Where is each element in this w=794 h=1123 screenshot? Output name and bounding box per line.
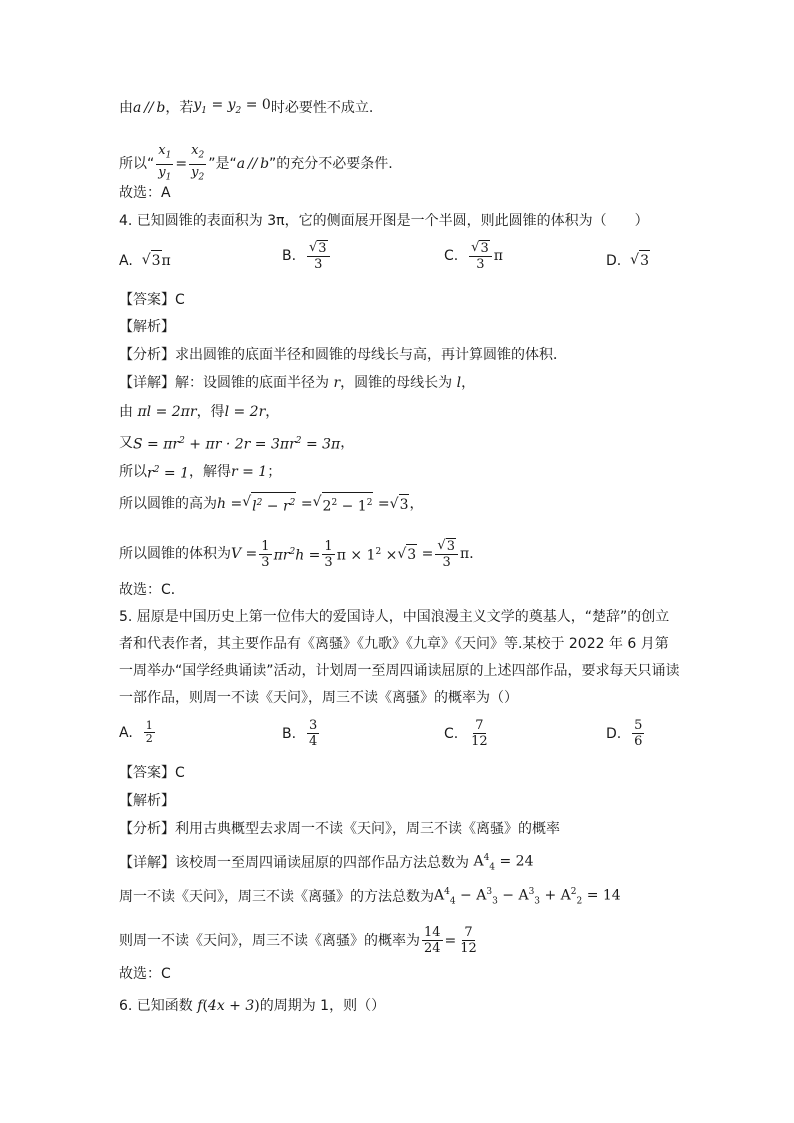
detail-5-step2: 则周一不读《天问》，周三不读《离骚》的概率为 $\frac{14}{24}$ = $\frac{7}{12}$ [119,925,477,956]
analysis-4-summary: 【分析】求出圆锥的底面半径和圆锥的母线长与高，再计算圆锥的体积． [119,347,567,363]
detail-4-step4: 所以圆锥的高为 h = √ $l^2 - r^2$ = √ $2^2 - 1^2$ = √ 3 ， [119,494,424,515]
question-4-stem: 4. 已知圆锥的表面积为 3π，它的侧面展开图是一个半圆，则此圆锥的体积为（ ） [119,213,649,229]
detail-4-step2: 又 $S = \pi r^2 + \pi r \cdot 2r = 3\pi r^2 = 3\pi$ ， [119,434,355,453]
choice-5: 故选：C [119,966,171,982]
option-b: B. √ 3 3 [282,240,332,272]
choice-4: 故选：C． [119,582,185,598]
detail-4-intro: 【详解】解：设圆锥的底面半径为 r ，圆锥的母线长为 l ， [119,375,476,391]
question-5-line4: 一部作品，则周一不读《天问》，周三不读《离骚》的概率为（） [119,690,518,706]
question-5-line3: 一周举办“国学经典诵读”活动，计划周一至周四诵读屈原的上述四部作品，要求每天只诵读 [119,663,680,679]
question-6-stem: 6. 已知函数 f ( 4x + 3 ) 的周期为 1，则（） [119,998,386,1014]
analysis-5-heading: 【解析】 [119,793,175,809]
line-conclusion: 所以“ $\frac{x_1}{y_1}$ = $\frac{x_2}{y_2}$ ”是“ a // b ”的充分不必要条件. [119,143,393,185]
detail-4-step1: 由 πl = 2πr ，得 l = 2r ， [119,404,280,420]
option-c: C. $\frac{7}{12}$ [444,718,488,749]
math-fraction: $\frac{x_1}{y_1}$ [158,143,172,183]
question-5-line2: 者和代表作者，其主要作品有《离骚》《九歌》《九章》《天问》等.某校于 2022 年 6 月第 [119,636,669,652]
question-5-options [119,718,659,750]
analysis-4-heading: 【解析】 [119,319,175,335]
detail-4-step5: 所以圆锥的体积为 V = $\frac{1}{3}$ $\pi r^2h$ = $\frac{1}{3}$ $\pi \times 1^2$ × √ 3 = √ 3 3 π ． [119,538,484,570]
detail-5-intro: 【详解】该校周一至周四诵读屈原的四部作品方法总数为 $A^4_4 = 24$ [119,853,534,873]
line-necessity: 由 a // b ，若 $y_1 = y_2 = 0$ 时必要性不成立. [119,95,373,121]
question-5-line1: 5. 屈原是中国历史上第一位伟大的爱国诗人，中国浪漫主义文学的奠基人，“楚辞”的创立 [119,609,670,625]
math-y-condition: $y_1 = y_2 = 0$ [193,97,271,116]
option-d: D. $\frac{5}{6}$ [606,718,643,749]
option-c: C. √ 3 3 π [444,240,503,272]
choice-line: 故选：A [119,185,171,201]
answer-5: 【答案】C [119,765,185,781]
option-b: B. $\frac{3}{4}$ [282,718,318,749]
option-d: D. √ 3 [606,252,649,269]
detail-5-step1: 周一不读《天问》，周三不读《离骚》的方法总数为 $A^4_4 - A^3_3 - A^3_3 + A^2_2 = 14$ [119,887,621,907]
detail-4-step3: 所以 $r^2 = 1$ ，解得 r = 1 ； [119,463,282,482]
answer-4: 【答案】C [119,292,185,308]
question-4-options [119,240,659,274]
analysis-5-summary: 【分析】利用古典概型去求周一不读《天问》，周三不读《离骚》的概率 [119,821,560,837]
math-vector-parallel: a // b [133,99,166,116]
math-vector-parallel: a // b [236,156,270,173]
option-a: A. $\frac{1}{2}$ [119,719,153,745]
option-a: A. √ 3 π [119,252,171,269]
math-fraction: $\frac{x_2}{y_2}$ [191,143,205,183]
